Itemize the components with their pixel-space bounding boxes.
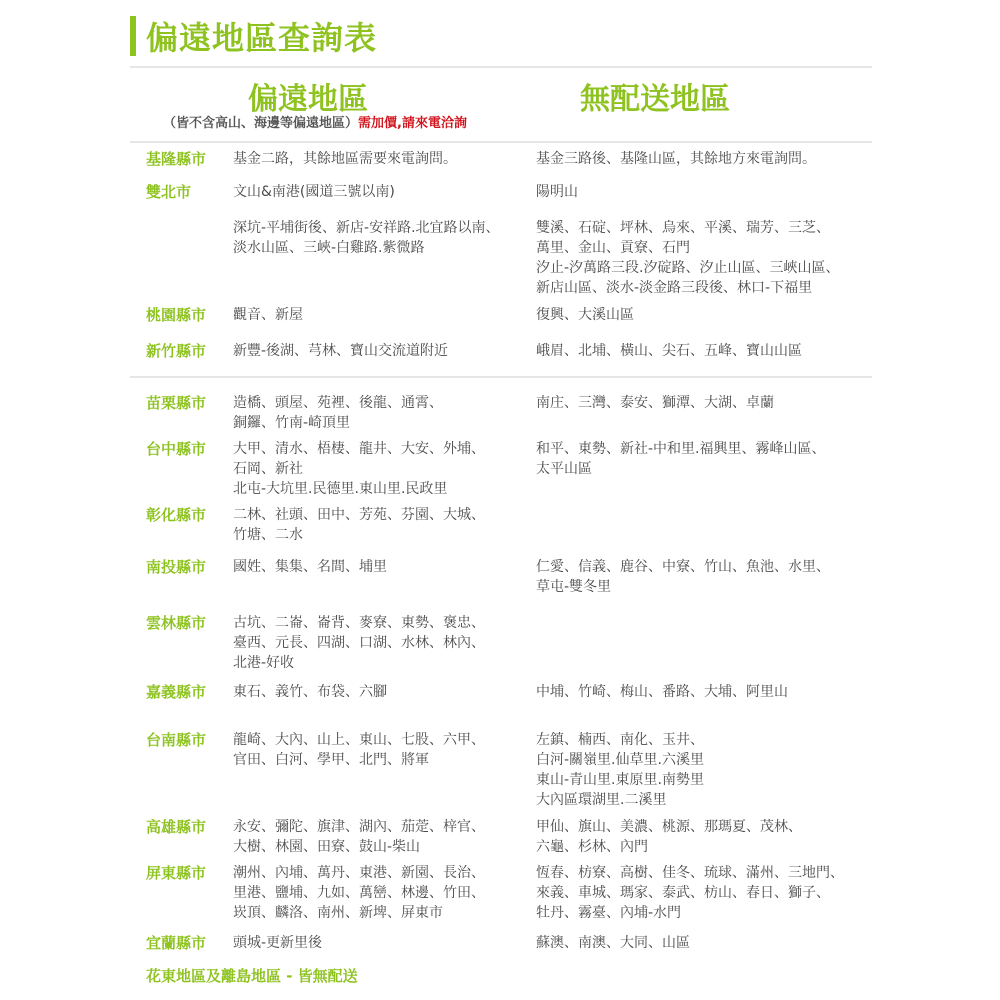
remote-areas — [233, 182, 523, 202]
region-name: 雙北市 — [146, 183, 192, 201]
region-name: 彰化縣市 — [146, 506, 207, 524]
no-delivery-areas — [536, 557, 866, 597]
remote-area-line: 文山&南港(國道三號以南) — [233, 184, 395, 200]
no-delivery-line: 草屯-雙冬里 — [536, 579, 612, 595]
remote-area-line: 永安、彌陀、旗津、湖內、茄萣、梓官、 — [233, 819, 485, 835]
no-delivery-areas — [536, 393, 866, 413]
no-delivery-line: 蘇澳、南澳、大同、山區 — [536, 935, 690, 951]
remote-areas — [233, 730, 523, 770]
remote-area-line: 北屯-大坑里.民德里.東山里.民政里 — [233, 481, 448, 497]
no-delivery-areas — [536, 730, 866, 810]
remote-area-line: 里港、鹽埔、九如、萬巒、林邊、竹田、 — [233, 885, 485, 901]
remote-area-line: 竹塘、二水 — [233, 527, 303, 543]
remote-area-line: 東石、義竹、布袋、六腳 — [233, 684, 387, 700]
no-delivery-areas — [536, 863, 866, 923]
no-delivery-line: 甲仙、旗山、美濃、桃源、那瑪夏、茂林、 — [536, 819, 802, 835]
no-delivery-line: 陽明山 — [536, 184, 578, 200]
region-name: 宜蘭縣市 — [146, 934, 207, 952]
region-name: 基隆縣市 — [146, 150, 207, 168]
no-delivery-line: 牡丹、霧臺、內埔-水門 — [536, 905, 682, 921]
remote-areas — [233, 439, 523, 499]
no-delivery-areas — [536, 439, 866, 479]
no-delivery-areas — [536, 182, 866, 202]
no-delivery-line: 汐止-汐萬路三段.汐碇路、汐止山區、三峽山區、 — [536, 260, 840, 276]
remote-area-line: 臺西、元長、四湖、口湖、水林、林內、 — [233, 635, 485, 651]
remote-area-line: 國姓、集集、名間、埔里 — [233, 559, 387, 575]
no-delivery-line: 太平山區 — [536, 461, 592, 477]
no-delivery-heading: 無配送地區 — [580, 82, 730, 117]
remote-area-line: 深坑-平埔街後、新店-安祥路.北宜路以南、 — [233, 220, 500, 236]
region-name: 台南縣市 — [146, 731, 207, 749]
remote-area-line: 造橋、頭屋、苑裡、後龍、通霄、 — [233, 395, 443, 411]
remote-area-line: 新豐-後湖、芎林、寶山交流道附近 — [233, 343, 449, 359]
remote-areas — [233, 341, 523, 361]
region-name: 雲林縣市 — [146, 614, 207, 632]
title-accent-bar — [130, 16, 136, 56]
remote-area-line: 崁頂、麟洛、南州、新埤、屏東市 — [233, 905, 443, 921]
no-delivery-line: 南庄、三灣、泰安、獅潭、大湖、卓蘭 — [536, 395, 774, 411]
region-name: 新竹縣市 — [146, 342, 207, 360]
remote-area-line: 二林、社頭、田中、芳苑、芬園、大城、 — [233, 507, 485, 523]
note-call-for-price: 需加價,請來電洽詢 — [358, 116, 467, 131]
region-name: 桃園縣市 — [146, 306, 207, 324]
no-delivery-areas — [536, 341, 866, 361]
region-name: 台中縣市 — [146, 440, 207, 458]
no-delivery-line: 六龜、杉林、內門 — [536, 839, 648, 855]
no-delivery-line: 大內區環湖里.二溪里 — [536, 792, 667, 808]
no-delivery-line: 基金三路後、基隆山區，其餘地方來電詢問。 — [536, 151, 816, 167]
no-delivery-areas — [536, 817, 866, 857]
page-header — [130, 14, 377, 58]
remote-area-line: 潮州、內埔、萬丹、東港、新園、長治、 — [233, 865, 485, 881]
remote-areas — [233, 149, 523, 169]
remote-area-line: 觀音、新屋 — [233, 307, 303, 323]
remote-area-line: 北港-好收 — [233, 655, 295, 671]
remote-areas — [233, 933, 523, 953]
remote-area-line: 古坑、二崙、崙背、麥寮、東勢、褒忠、 — [233, 615, 485, 631]
remote-area-line: 銅鑼、竹南-崎頂里 — [233, 415, 351, 431]
remote-area-line: 官田、白河、學甲、北門、將軍 — [233, 752, 429, 768]
region-name: 苗栗縣市 — [146, 394, 207, 412]
remote-areas — [233, 682, 523, 702]
surcharge-note — [163, 112, 467, 131]
no-delivery-line: 復興、大溪山區 — [536, 307, 634, 323]
page-title: 偏遠地區查詢表 — [146, 19, 378, 57]
no-delivery-line: 白河-關嶺里.仙草里.六溪里 — [536, 752, 704, 768]
no-delivery-line: 東山-青山里.東原里.南勢里 — [536, 772, 704, 788]
no-delivery-areas — [536, 218, 866, 298]
divider-header — [130, 141, 872, 143]
remote-area-heading: 偏遠地區 — [248, 82, 368, 117]
remote-areas — [233, 218, 523, 258]
remote-area-line: 頭城-更新里後 — [233, 935, 323, 951]
remote-area-line: 石岡、新社 — [233, 461, 303, 477]
region-name: 嘉義縣市 — [146, 683, 207, 701]
no-delivery-line: 仁愛、信義、鹿谷、中寮、竹山、魚池、水里、 — [536, 559, 830, 575]
remote-areas — [233, 393, 523, 433]
divider-top — [130, 66, 872, 68]
no-delivery-line: 中埔、竹崎、梅山、番路、大埔、阿里山 — [536, 684, 788, 700]
region-name: 屏東縣市 — [146, 864, 207, 882]
no-delivery-areas — [536, 149, 866, 169]
region-name: 高雄縣市 — [146, 818, 207, 836]
remote-area-line: 大甲、清水、梧棲、龍井、大安、外埔、 — [233, 441, 485, 457]
no-delivery-line: 恆春、枋寮、高樹、佳冬、琉球、滿州、三地門、 — [536, 865, 844, 881]
no-delivery-areas — [536, 305, 866, 325]
no-delivery-line: 雙溪、石碇、坪林、烏來、平溪、瑞芳、三芝、 — [536, 220, 830, 236]
no-delivery-line: 新店山區、淡水-淡金路三段後、林口-下福里 — [536, 280, 813, 296]
remote-areas — [233, 863, 523, 923]
remote-area-line: 基金二路，其餘地區需要來電詢問。 — [233, 151, 457, 167]
remote-area-line: 龍崎、大內、山上、東山、七股、六甲、 — [233, 732, 485, 748]
no-delivery-line: 萬里、金山、貢寮、石門 — [536, 240, 690, 256]
no-delivery-line: 來義、車城、瑪家、泰武、枋山、春日、獅子、 — [536, 885, 830, 901]
note-exclusion: （皆不含高山、海邊等偏遠地區） — [163, 116, 359, 131]
no-delivery-areas — [536, 682, 866, 702]
no-delivery-line: 和平、東勢、新社-中和里.福興里、霧峰山區、 — [536, 441, 826, 457]
remote-areas — [233, 505, 523, 545]
remote-areas — [233, 557, 523, 577]
no-delivery-line: 峨眉、北埔、橫山、尖石、五峰、寶山山區 — [536, 343, 802, 359]
no-delivery-areas — [536, 933, 866, 953]
remote-areas — [233, 613, 523, 673]
footer-note: 花東地區及離島地區 - 皆無配送 — [146, 967, 358, 985]
remote-area-line: 大樹、林園、田寮、鼓山-柴山 — [233, 839, 421, 855]
remote-area-line: 淡水山區、三峽-白雞路.紫微路 — [233, 240, 425, 256]
divider-mid — [130, 376, 872, 378]
remote-areas — [233, 817, 523, 857]
remote-areas — [233, 305, 523, 325]
no-delivery-line: 左鎮、楠西、南化、玉井、 — [536, 732, 704, 748]
region-name: 南投縣市 — [146, 558, 207, 576]
